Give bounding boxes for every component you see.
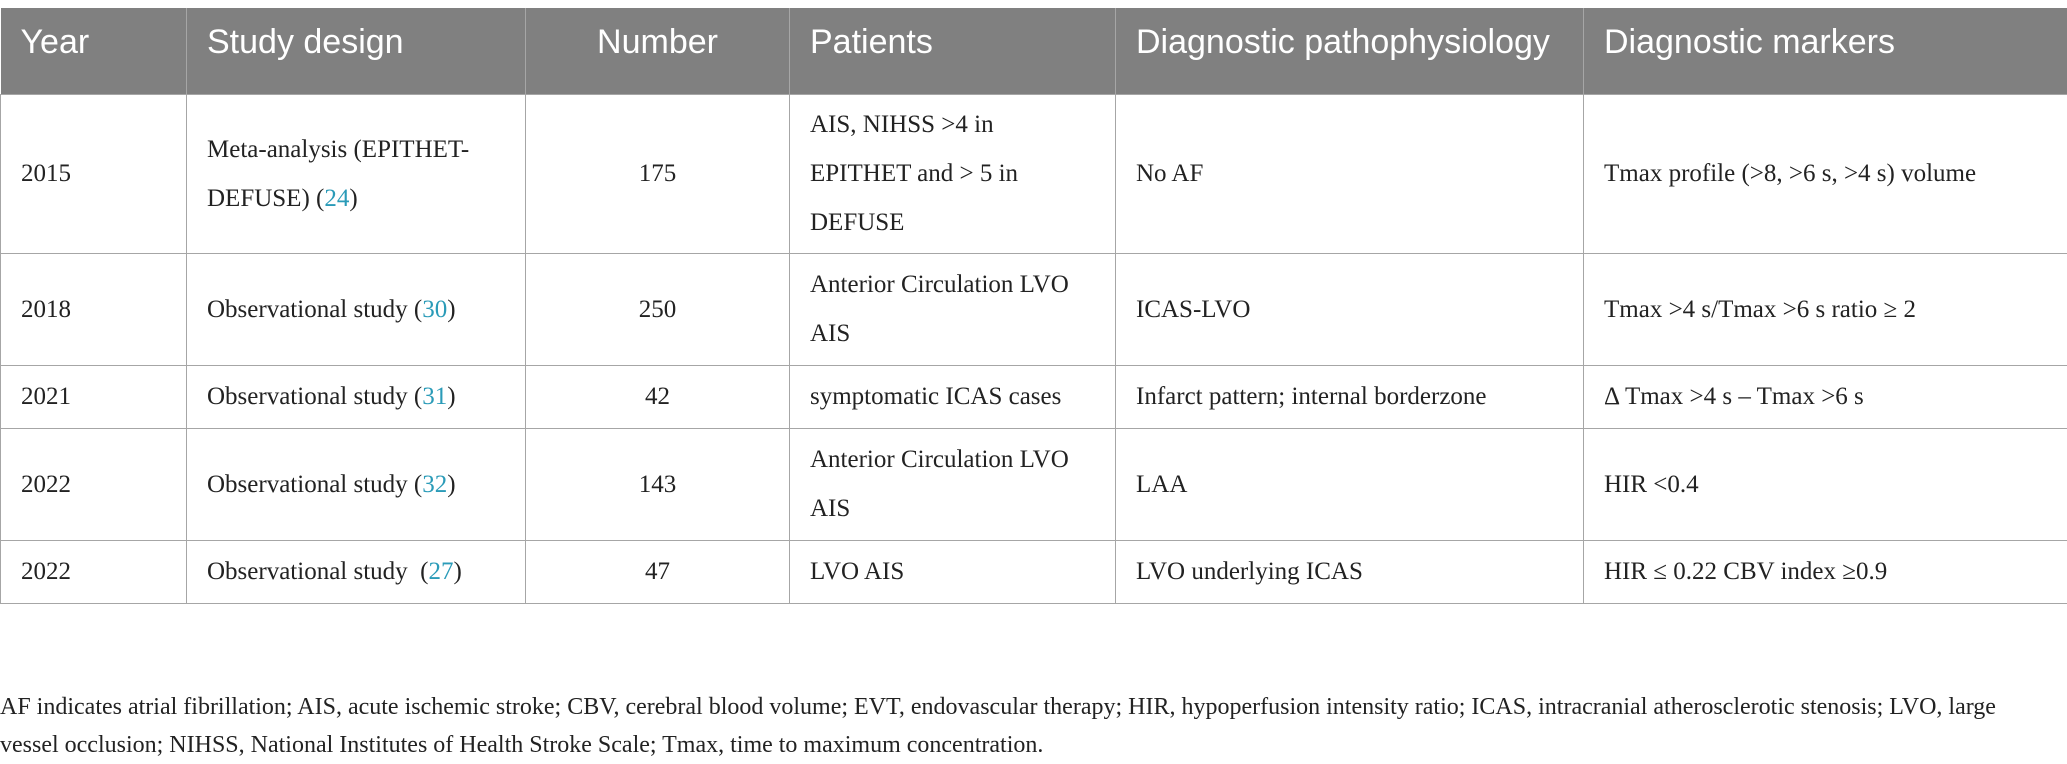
cell-patients: LVO AIS bbox=[790, 540, 1116, 603]
cell-pathophysiology: ICAS-LVO bbox=[1116, 253, 1584, 365]
cell-year: 2018 bbox=[1, 253, 187, 365]
table-row bbox=[1, 253, 2067, 365]
reference-link[interactable]: 31 bbox=[422, 383, 447, 410]
table-footnote: AF indicates atrial fibrillation; AIS, acute ischemic stroke; CBV, cerebral blood volume; EVT, endovascular therapy; HIR, hypoperfusion intensity ratio; ICAS, intracranial atherosclerotic stenosis; LVO, large vessel occlusion; NIHSS, National Institutes of Health Stroke Scale; Tmax, time to maximum concentration. bbox=[0, 688, 2040, 764]
cell-year: 2015 bbox=[1, 94, 187, 253]
reference-link[interactable]: 24 bbox=[324, 185, 349, 212]
header-study-design: Study design bbox=[187, 8, 526, 94]
cell-year: 2022 bbox=[1, 540, 187, 603]
header-number: Number bbox=[526, 8, 790, 94]
reference-link[interactable]: 30 bbox=[422, 296, 447, 323]
study-design-text: Observational study ( bbox=[207, 558, 428, 585]
cell-markers: HIR <0.4 bbox=[1584, 428, 2067, 540]
cell-number: 175 bbox=[526, 94, 790, 253]
header-patients: Patients bbox=[790, 8, 1116, 94]
cell-patients: Anterior Circulation LVO AIS bbox=[790, 253, 1116, 365]
cell-number: 143 bbox=[526, 428, 790, 540]
header-diagnostic-markers: Diagnostic markers bbox=[1584, 8, 2067, 94]
table-row bbox=[1, 94, 2067, 253]
table-row bbox=[1, 365, 2067, 428]
cell-study-design bbox=[187, 94, 526, 253]
header-diagnostic-pathophysiology: Diagnostic pathophysiology bbox=[1116, 8, 1584, 94]
study-design-suffix: ) bbox=[349, 185, 357, 212]
cell-pathophysiology: LAA bbox=[1116, 428, 1584, 540]
cell-pathophysiology: Infarct pattern; internal borderzone bbox=[1116, 365, 1584, 428]
cell-pathophysiology: No AF bbox=[1116, 94, 1584, 253]
reference-link[interactable]: 32 bbox=[422, 471, 447, 498]
reference-link[interactable]: 27 bbox=[428, 558, 453, 585]
cell-study-design bbox=[187, 540, 526, 603]
study-design-text: Observational study ( bbox=[207, 383, 422, 410]
study-design-text: Meta-analysis (EPITHET-DEFUSE) ( bbox=[207, 136, 469, 212]
study-design-suffix: ) bbox=[447, 383, 455, 410]
cell-study-design bbox=[187, 428, 526, 540]
cell-markers: Δ Tmax >4 s – Tmax >6 s bbox=[1584, 365, 2067, 428]
study-design-suffix: ) bbox=[453, 558, 461, 585]
cell-patients: Anterior Circulation LVO AIS bbox=[790, 428, 1116, 540]
cell-markers: HIR ≤ 0.22 CBV index ≥0.9 bbox=[1584, 540, 2067, 603]
header-year: Year bbox=[1, 8, 187, 94]
cell-patients: AIS, NIHSS >4 in EPITHET and > 5 in DEFUSE bbox=[790, 94, 1116, 253]
cell-study-design bbox=[187, 365, 526, 428]
table-row bbox=[1, 428, 2067, 540]
cell-year: 2022 bbox=[1, 428, 187, 540]
study-design-text: Observational study ( bbox=[207, 296, 422, 323]
cell-year: 2021 bbox=[1, 365, 187, 428]
cell-study-design bbox=[187, 253, 526, 365]
cell-number: 47 bbox=[526, 540, 790, 603]
cell-number: 250 bbox=[526, 253, 790, 365]
cell-patients: symptomatic ICAS cases bbox=[790, 365, 1116, 428]
studies-table bbox=[0, 8, 2067, 604]
table-row bbox=[1, 540, 2067, 603]
table-header-row bbox=[1, 8, 2067, 94]
cell-markers: Tmax >4 s/Tmax >6 s ratio ≥ 2 bbox=[1584, 253, 2067, 365]
study-design-suffix: ) bbox=[447, 296, 455, 323]
study-design-suffix: ) bbox=[447, 471, 455, 498]
study-design-text: Observational study ( bbox=[207, 471, 422, 498]
cell-number: 42 bbox=[526, 365, 790, 428]
cell-markers: Tmax profile (>8, >6 s, >4 s) volume bbox=[1584, 94, 2067, 253]
cell-pathophysiology: LVO underlying ICAS bbox=[1116, 540, 1584, 603]
